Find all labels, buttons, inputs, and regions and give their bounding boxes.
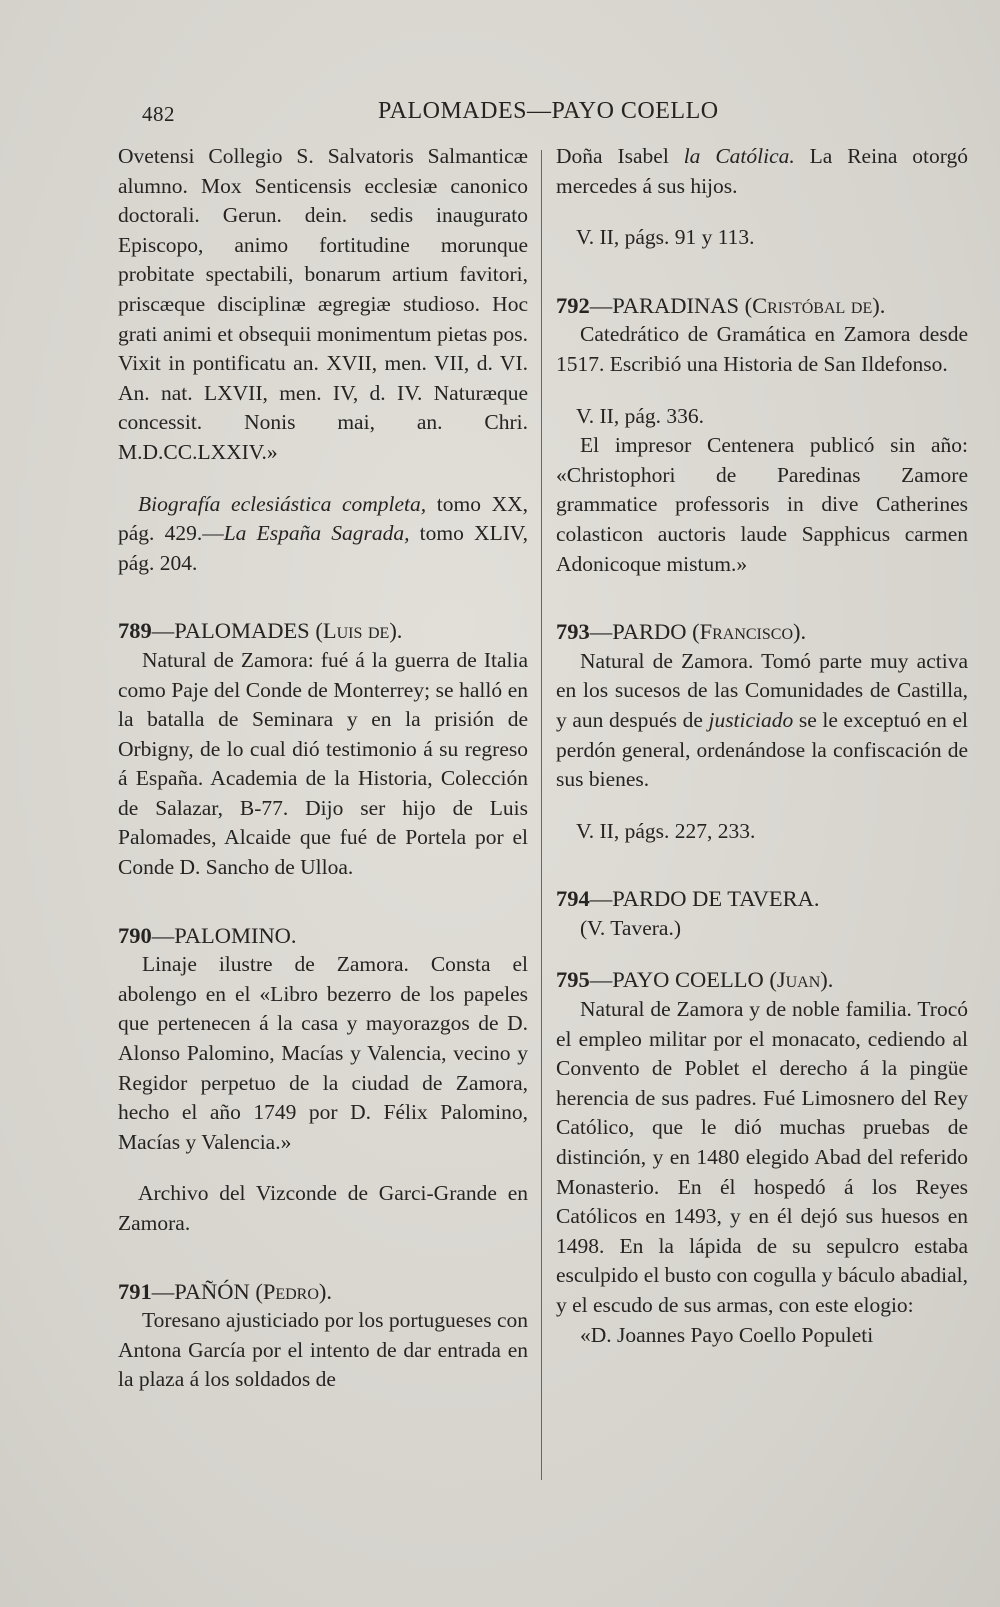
- entry-789-heading: [118, 616, 528, 646]
- entry-surname: —PARDO DE TAVERA.: [589, 886, 820, 912]
- entry-number: 789: [118, 618, 152, 644]
- entry-close: ).: [872, 292, 886, 318]
- page-number: 482: [142, 102, 175, 126]
- entry-790-citation: Archivo del Vizconde de Garci-Grande en Zamora.: [118, 1181, 528, 1235]
- citation-text-1: tomo XX, pág. 429.—: [118, 491, 528, 546]
- entry-795-heading: [556, 965, 968, 995]
- entry-795-text: Natural de Zamora y de noble familia. Trocó el empleo militar por el monacato, cediendo al Convento de Poblet el derecho á la pingüe herencia de sus padres. Fué Limosnero del Rey Católico, que le dió muchas pruebas de distinción, y en 1480 elegido Abad del referido Monasterio. En él hospedó á los Reyes Católicos en 1493, y en él dejó sus huesos en 1498. En la lápida de su sepulcro estaba esculpido el busto con cogulla y báculo abadial, y el escudo de sus armas, con este elogio:: [556, 997, 968, 1317]
- entry-794-heading: [556, 884, 968, 914]
- entry-793-text-2: se le exceptuó en el perdón general, ordenándose la confiscación de sus bienes.: [556, 707, 968, 792]
- continued-text-2: La Reina otorgó mercedes á sus hijos.: [556, 144, 968, 198]
- entry-surname: —PAYO COELLO (: [589, 967, 777, 993]
- entry-790-heading: [118, 921, 528, 951]
- page-header: [142, 96, 882, 136]
- entry-given-name: Juan: [776, 967, 821, 993]
- entry-number: 795: [556, 967, 590, 993]
- entry-surname: —PARADINAS (: [589, 292, 753, 318]
- entry-794-text: (V. Tavera.): [580, 915, 681, 940]
- entry-792-heading: [556, 291, 968, 321]
- entry-given-name: Luis de: [322, 618, 390, 644]
- continued-text-1: Doña Isabel: [556, 144, 684, 168]
- entry-close: ).: [820, 967, 834, 993]
- entry-792-text: Catedrático de Gramática en Zamora desde 1517. Escribió una Historia de San Ildefonso.: [556, 322, 968, 376]
- entry-793-heading: [556, 617, 968, 647]
- entry-792-citation: V. II, pág. 336.: [576, 403, 704, 428]
- entry-surname: —PARDO (: [589, 619, 700, 645]
- entry-793-text: [556, 647, 968, 795]
- entry-793-italic: justiciado: [708, 707, 794, 732]
- entry-number: 794: [556, 886, 590, 912]
- citation-title-1: Biografía eclesiástica completa,: [138, 491, 427, 516]
- citation-biografia: [118, 490, 528, 579]
- entry-791-heading: [118, 1277, 528, 1307]
- entry-790-text: Linaje ilustre de Zamora. Consta el abolengo en el «Libro bezerro de los papeles que pertenecen á la casa y mayorazgos de D. Alonso Palomino, Macías y Valencia, vecino y Regidor perpetuo de la ciudad de Zamora, hecho el año 1749 por D. Félix Palomino, Macías y Valencia.»: [118, 952, 528, 1154]
- entry-close: ).: [793, 619, 807, 645]
- right-column: [556, 142, 968, 1350]
- entry-795-quote: «D. Joannes Payo Coello Populeti: [580, 1322, 874, 1347]
- left-column: [118, 142, 528, 1395]
- entry-surname: —PALOMINO.: [151, 922, 297, 948]
- citation-text-2: tomo XLIV, pág. 204.: [118, 521, 528, 575]
- entry-given-name: Pedro: [262, 1278, 319, 1304]
- entry-given-name: Cristóbal de: [752, 292, 873, 318]
- latin-inscription: Ovetensi Collegio S. Salvatoris Salmanticæ alumno. Mox Senticensis ecclesiæ canonico doctorali. Gerun. dein. sedis inaugurato Episcopo, animo fortitudine morunque probitate spectabili, bonarum artium favitori, priscæque disciplinæ ægregiæ studioso. Hoc grati animi et obsequii monimentum pietas pos. Vixit in pontificatu an. XVII, men. VII, d. VI. An. nat. LXVII, men. IV, d. IV. Naturæque concessit. Nonis mai, an. Chri. M.D.CC.LXXIV.»: [118, 144, 528, 464]
- citation-title-2: La España Sagrada,: [223, 521, 410, 546]
- entry-792-note: El impresor Centenera publicó sin año: «Christophori de Paredinas Zamore grammatice professoris in dive Catherines colasticon auctoris laude Sapphicus carmen Adonicoque mistum.»: [556, 433, 968, 576]
- entry-789-text: Natural de Zamora: fué á la guerra de Italia como Paje del Conde de Monterrey; se halló en la batalla de Seminara y en la prisión de Orbigny, de lo cual dió testimonio á su regreso á España. Academia de la Historia, Colección de Salazar, B-77. Dijo ser hijo de Luis Palomades, Alcaide que fué de Portela por el Conde D. Sancho de Ulloa.: [118, 647, 528, 880]
- entry-surname: —PAÑÓN (: [151, 1278, 263, 1304]
- entry-number: 793: [556, 619, 590, 645]
- entry-given-name: Francisco: [699, 619, 793, 645]
- running-title: PALOMADES—PAYO COELLO: [378, 98, 719, 124]
- continued-italic: la Católica.: [683, 144, 795, 168]
- entry-number: 790: [118, 922, 152, 948]
- continued-text: [556, 142, 968, 201]
- entry-close: ).: [389, 618, 403, 644]
- entry-791-text: Toresano ajusticiado por los portugueses con Antona García por el intento de dar entrada en la plaza á los soldados de: [118, 1308, 529, 1392]
- entry-793-text-1: Natural de Zamora. Tomó parte muy activa en los sucesos de las Comunidades de Castilla, y aun después de: [556, 648, 968, 732]
- entry-surname: —PALOMADES (: [151, 618, 323, 644]
- entry-number: 791: [118, 1278, 152, 1304]
- continued-citation: V. II, págs. 91 y 113.: [576, 225, 755, 250]
- entry-close: ).: [318, 1278, 333, 1304]
- column-divider: [541, 150, 542, 1480]
- entry-number: 792: [556, 292, 590, 318]
- entry-793-citation: V. II, págs. 227, 233.: [576, 818, 756, 843]
